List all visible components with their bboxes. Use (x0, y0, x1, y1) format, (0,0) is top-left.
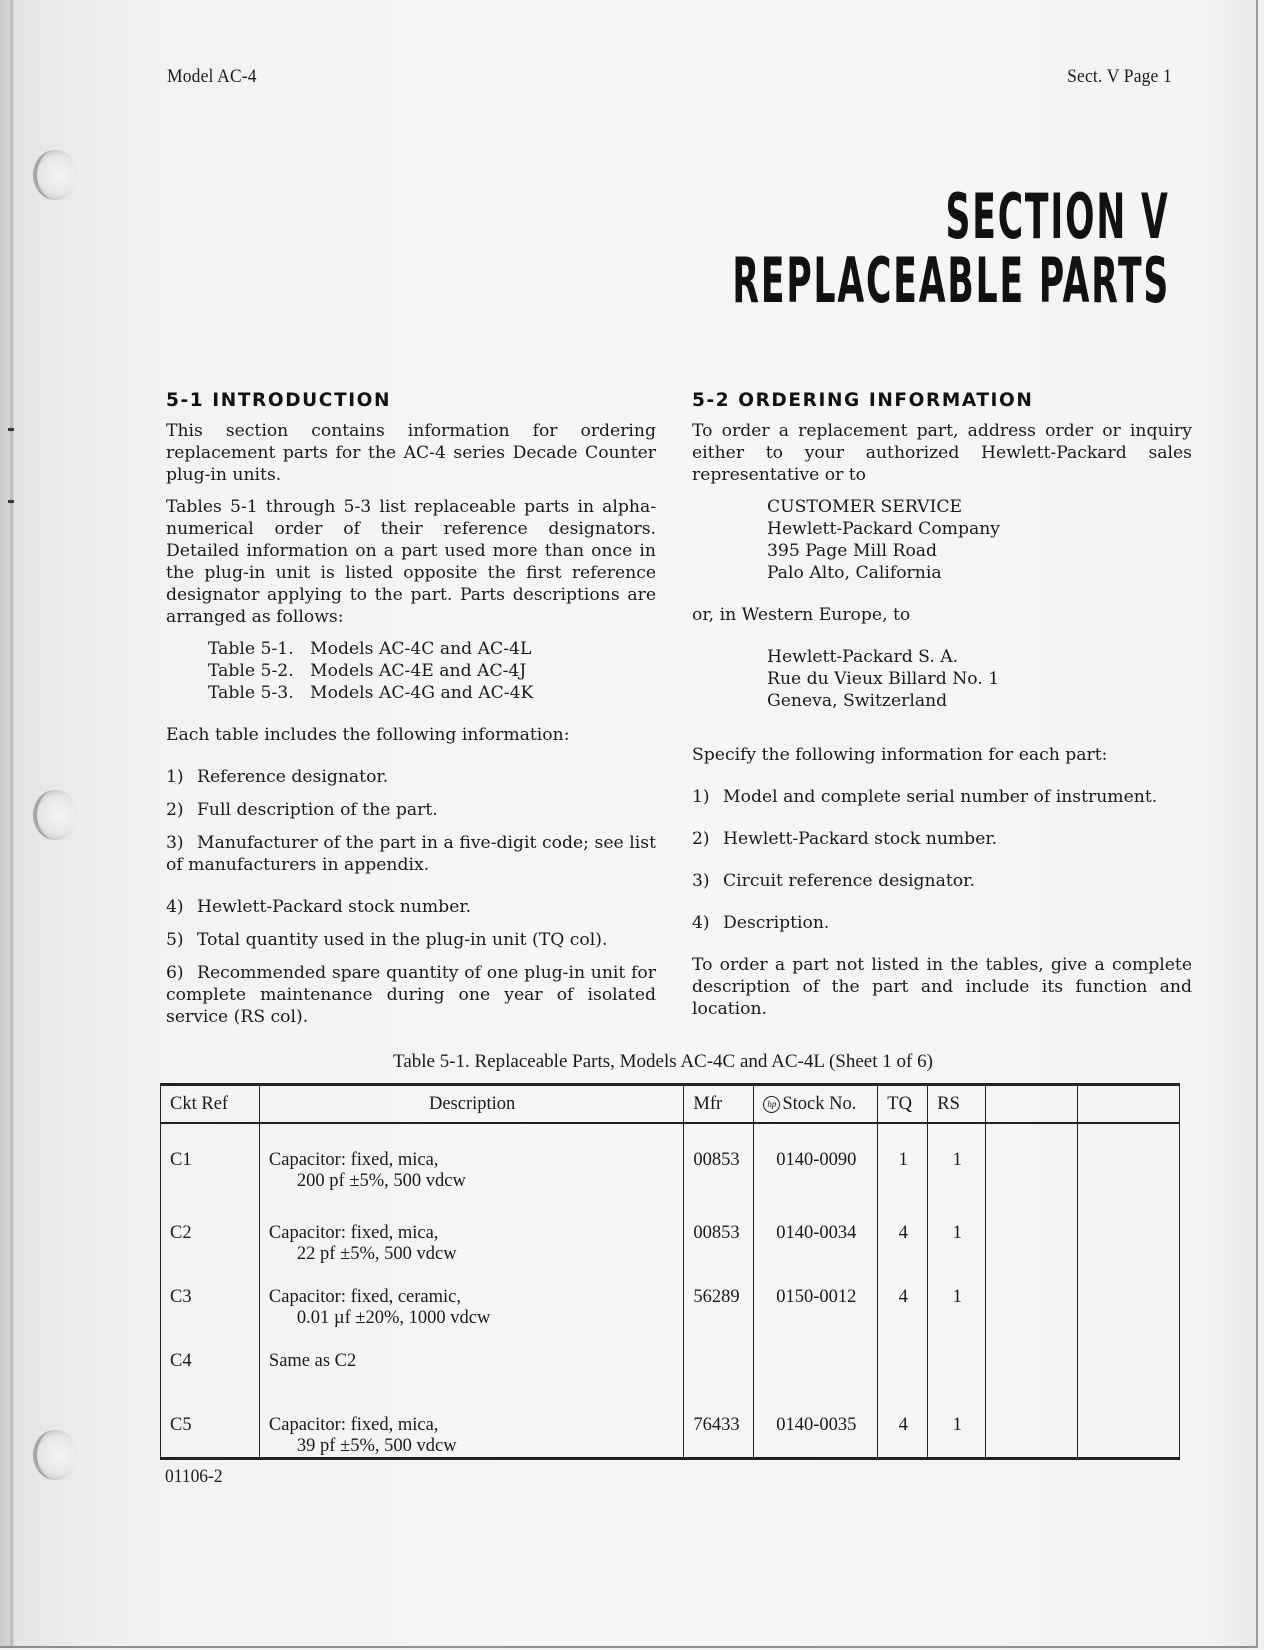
introduction-heading: 5-1 INTRODUCTION (166, 390, 392, 411)
binder-hole-icon (33, 790, 77, 840)
header-page: Sect. V Page 1 (1067, 66, 1172, 87)
table-row: C2 Capacitor: fixed, mica, 22 pf ±5%, 500 vdcw 00853 0140-0034 4 1 (161, 1209, 1180, 1273)
binder-hole-icon (33, 150, 77, 200)
ordering-heading: 5-2 ORDERING INFORMATION (692, 390, 1034, 411)
column-header: RS (928, 1085, 986, 1123)
specify-item: 3) Circuit reference designator. (692, 871, 975, 891)
intro-paragraph: This section contains information for ordering replacement parts for the AC-4 series Decade Counter plug-in units. (166, 421, 656, 485)
table-row: C3 Capacitor: fixed, ceramic, 0.01 µf ±20%, 1000 vdcw 56289 0150-0012 4 1 (161, 1273, 1180, 1337)
table-caption: Table 5-1. Replaceable Parts, Models AC-4C and AC-4L (Sheet 1 of 6) (393, 1051, 933, 1072)
address-europe: Hewlett-Packard S. A. Rue du Vieux Billard No. 1 Geneva, Switzerland (767, 647, 1000, 711)
table-list-item: Table 5-1. Models AC-4C and AC-4L (208, 639, 532, 659)
table-row: C1 Capacitor: fixed, mica, 200 pf ±5%, 500 vdcw 00853 0140-0090 1 1 (161, 1123, 1180, 1209)
info-item: 6) Recommended spare quantity of one plug-in unit for complete maintenance during one year of isolated service (RS col). (166, 963, 656, 1027)
hp-logo-icon: hp (763, 1096, 780, 1113)
column-header: hp Stock No. (754, 1085, 878, 1123)
column-header: TQ (878, 1085, 928, 1123)
table-list (208, 638, 656, 704)
binder-hole-icon (33, 1430, 77, 1480)
margin-mark (8, 500, 14, 503)
ordering-column (692, 390, 1192, 1030)
ordering-paragraph: or, in Western Europe, to (692, 605, 911, 625)
column-header: Ckt Ref (161, 1085, 260, 1123)
table-list-item: Table 5-2. Models AC-4E and AC-4J (208, 661, 527, 681)
section-subtitle: REPLACEABLE PARTS (732, 244, 1170, 317)
info-item: 2) Full description of the part. (166, 800, 438, 820)
table-row: C5 Capacitor: fixed, mica, 39 pf ±5%, 500 vdcw 76433 0140-0035 4 1 (161, 1401, 1180, 1459)
replaceable-parts-table (160, 1083, 1180, 1460)
binding-edge (10, 0, 13, 1646)
ordering-paragraph: To order a replacement part, address order or inquiry either to your authorized Hewlett-Packard sales representative or to (692, 421, 1192, 485)
ordering-paragraph: Specify the following information for each part: (692, 745, 1108, 765)
column-header (1078, 1085, 1180, 1123)
margin-mark (8, 428, 14, 431)
intro-paragraph: Tables 5-1 through 5-3 list replaceable parts in alpha-numerical order of their reference designators. Detailed information on a part used more than once in the plug-in unit is listed opposite the first reference designator applying to the part. Parts descriptions are arranged as follows: (166, 497, 656, 627)
info-item: 5) Total quantity used in the plug-in unit (TQ col). (166, 930, 608, 950)
table-list-item: Table 5-3. Models AC-4G and AC-4K (208, 683, 534, 703)
ordering-paragraph: To order a part not listed in the tables, give a complete description of the part and include its function and location. (692, 955, 1192, 1019)
info-item: 1) Reference designator. (166, 767, 389, 787)
info-item: 3) Manufacturer of the part in a five-digit code; see list of manufacturers in appendix. (166, 833, 656, 875)
section-title: SECTION V (945, 180, 1170, 253)
info-item: 4) Hewlett-Packard stock number. (166, 897, 472, 917)
specify-item: 4) Description. (692, 913, 830, 933)
table-header-row (161, 1085, 1180, 1123)
specify-item: 2) Hewlett-Packard stock number. (692, 829, 998, 849)
specify-item: 1) Model and complete serial number of instrument. (692, 787, 1158, 807)
table-row: C4 Same as C2 (161, 1337, 1180, 1401)
intro-paragraph: Each table includes the following information: (166, 725, 570, 745)
document-code: 01106-2 (165, 1466, 223, 1487)
column-header (986, 1085, 1078, 1123)
address-us: CUSTOMER SERVICE Hewlett-Packard Company 395 Page Mill Road Palo Alto, California (767, 497, 1000, 583)
column-header: Description (259, 1085, 683, 1123)
header-model: Model AC-4 (167, 66, 257, 87)
column-header: Mfr (684, 1085, 754, 1123)
introduction-column (166, 390, 656, 1039)
